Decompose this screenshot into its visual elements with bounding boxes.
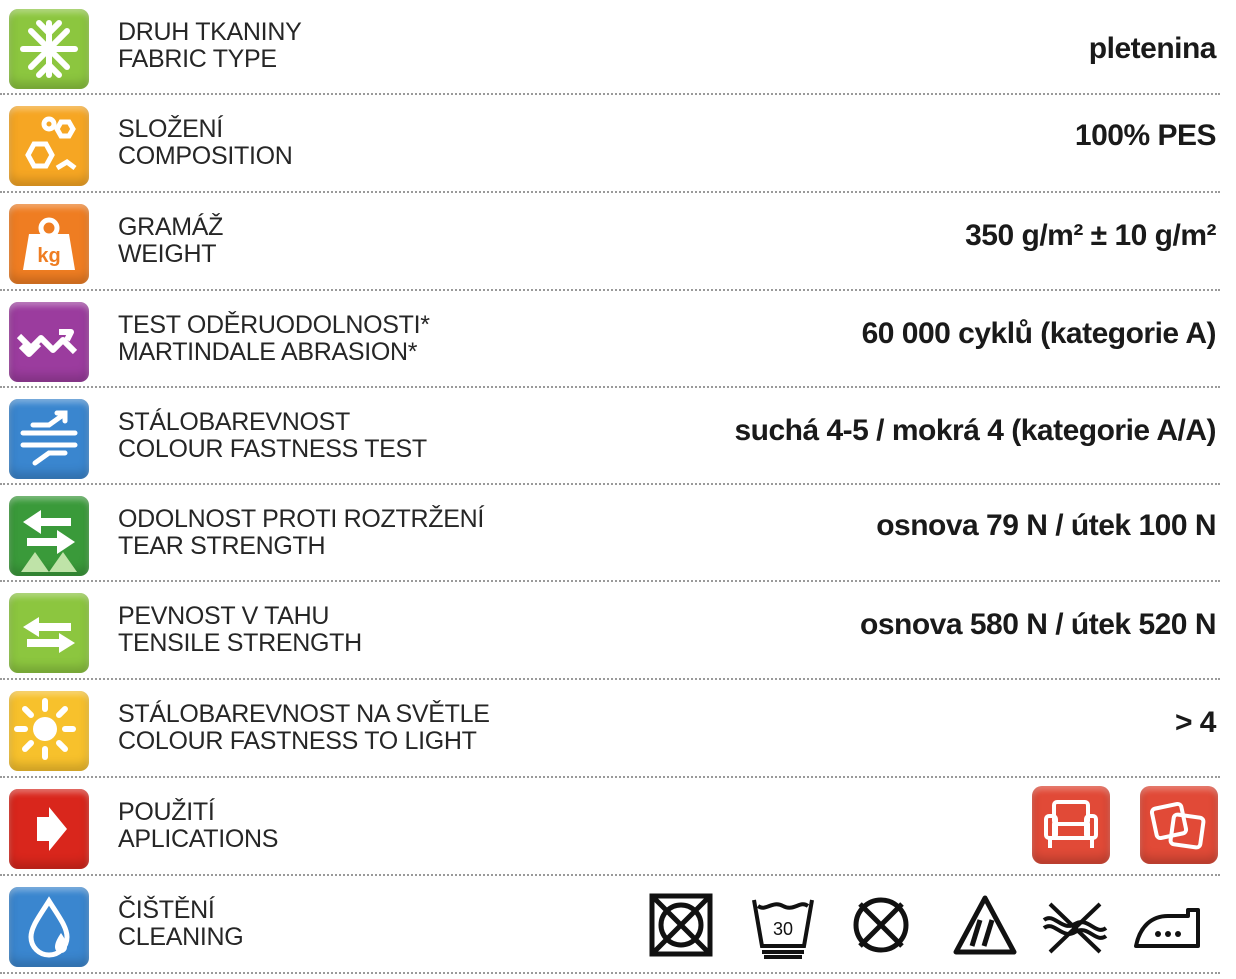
divider — [0, 972, 1220, 974]
label-en: COLOUR FASTNESS TO LIGHT — [118, 727, 477, 755]
wash-30-icon — [748, 890, 818, 960]
applications-icon — [9, 789, 89, 869]
label-cz: POUŽITÍ — [118, 798, 215, 826]
iron-medium-icon — [1132, 890, 1202, 960]
divider — [0, 386, 1220, 388]
cleaning-icon — [9, 887, 89, 967]
fabric-type-label — [118, 19, 301, 73]
label-cz: ODOLNOST PROTI ROZTRŽENÍ — [118, 505, 484, 533]
light-fastness-icon — [9, 691, 89, 771]
label-en: CLEANING — [118, 923, 244, 951]
label-en: TEAR STRENGTH — [118, 532, 326, 560]
label-cz: STÁLOBAREVNOST NA SVĚTLE — [118, 700, 490, 728]
colour-fastness-label — [118, 409, 427, 463]
applications-label — [118, 799, 278, 853]
divider — [0, 580, 1220, 582]
label-cz: TEST ODĚRUODOLNOSTI* — [118, 311, 430, 339]
tear-strength-value: osnova 79 N / útek 100 N — [876, 509, 1216, 542]
label-cz: STÁLOBAREVNOST — [118, 408, 350, 436]
tear-strength-label — [118, 506, 484, 560]
armchair-icon — [1032, 786, 1110, 864]
abrasion-value: 60 000 cyklů (kategorie A) — [861, 317, 1216, 350]
divider — [0, 483, 1220, 485]
divider — [0, 776, 1220, 778]
tensile-strength-label — [118, 603, 362, 657]
weight-value: 350 g/m² ± 10 g/m² — [965, 219, 1216, 252]
do-not-tumble-dry-icon — [646, 890, 716, 960]
divider — [0, 93, 1220, 95]
label-cz: PEVNOST V TAHU — [118, 602, 330, 630]
divider — [0, 191, 1220, 193]
do-not-dry-clean-icon — [846, 890, 916, 960]
weight-label — [118, 214, 223, 268]
composition-value: 100% PES — [1074, 119, 1216, 152]
tensile-strength-value: osnova 580 N / útek 520 N — [860, 608, 1216, 641]
label-en: WEIGHT — [118, 240, 217, 268]
label-cz: DRUH TKANINY — [118, 18, 302, 46]
tensile-strength-icon — [9, 593, 89, 673]
do-not-wring-icon — [1040, 890, 1110, 960]
composition-label — [118, 116, 292, 170]
label-en: MARTINDALE ABRASION* — [118, 338, 418, 366]
label-en: COLOUR FASTNESS TEST — [118, 435, 427, 463]
divider — [0, 874, 1220, 876]
colour-fastness-icon — [9, 399, 89, 479]
fabric-type-icon — [9, 9, 89, 89]
bleach-allowed-icon — [950, 890, 1020, 960]
label-en: FABRIC TYPE — [118, 45, 277, 73]
label-en: APLICATIONS — [118, 825, 279, 853]
label-cz: ČIŠTĚNÍ — [118, 896, 215, 924]
composition-icon — [9, 106, 89, 186]
cushions-icon — [1140, 786, 1218, 864]
svg-text:kg: kg — [37, 245, 61, 267]
divider — [0, 289, 1220, 291]
abrasion-label — [118, 312, 430, 366]
colour-fastness-value: suchá 4-5 / mokrá 4 (kategorie A/A) — [734, 414, 1216, 447]
label-en: TENSILE STRENGTH — [118, 629, 362, 657]
light-fastness-value: > 4 — [1174, 706, 1216, 739]
tear-strength-icon — [9, 496, 89, 576]
weight-icon — [9, 204, 89, 284]
divider — [0, 678, 1220, 680]
label-cz: SLOŽENÍ — [118, 115, 223, 143]
cleaning-label — [118, 897, 243, 951]
abrasion-icon — [9, 302, 89, 382]
light-fastness-label — [118, 701, 490, 755]
label-en: COMPOSITION — [118, 142, 293, 170]
wash-temperature: 30 — [772, 919, 794, 939]
fabric-type-value: pletenina — [1088, 32, 1216, 65]
label-cz: GRAMÁŽ — [118, 213, 224, 241]
